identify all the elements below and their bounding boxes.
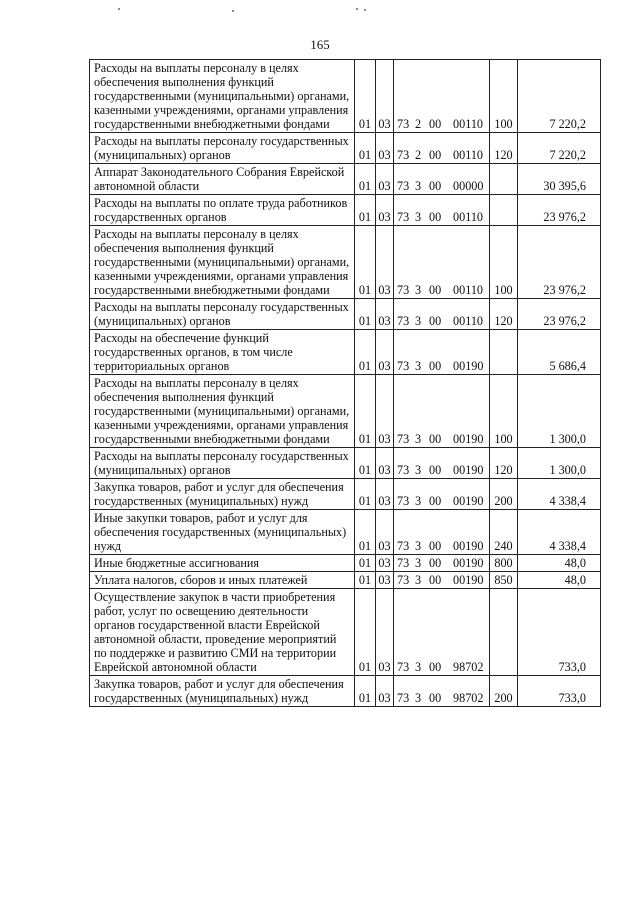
csr-part: 73 (397, 539, 410, 553)
rz-cell: 01 (355, 676, 376, 707)
csr-part: 3 (415, 660, 422, 674)
csr-part: 00 (429, 359, 442, 373)
csr-cell (394, 226, 490, 299)
csr-part: 73 (397, 494, 410, 508)
pr-cell: 03 (376, 299, 394, 330)
name-cell: Закупка товаров, работ и услуг для обеспечения государственных (муниципальных) нужд (90, 479, 355, 510)
rz-cell: 01 (355, 375, 376, 448)
table-row (90, 676, 601, 707)
csr-cell (394, 375, 490, 448)
table-row (90, 226, 601, 299)
amount-cell: 1 300,0 (518, 448, 601, 479)
amount-cell: 23 976,2 (518, 226, 601, 299)
amount-cell: 7 220,2 (518, 133, 601, 164)
pr-cell: 03 (376, 226, 394, 299)
csr-part: 00190 (453, 432, 484, 446)
pr-cell: 03 (376, 133, 394, 164)
csr-part: 3 (415, 359, 422, 373)
pr-cell: 03 (376, 589, 394, 676)
vr-cell: 240 (490, 510, 518, 555)
table-row (90, 479, 601, 510)
rz-cell: 01 (355, 572, 376, 589)
amount-cell: 48,0 (518, 555, 601, 572)
csr-cell (394, 676, 490, 707)
rz-cell: 01 (355, 195, 376, 226)
rz-cell: 01 (355, 589, 376, 676)
pr-cell: 03 (376, 60, 394, 133)
table-row (90, 330, 601, 375)
rz-cell: 01 (355, 448, 376, 479)
table-row (90, 164, 601, 195)
csr-part: 00 (429, 179, 442, 193)
csr-cell (394, 555, 490, 572)
rz-cell: 01 (355, 226, 376, 299)
csr-part: 73 (397, 117, 410, 131)
csr-part: 00 (429, 117, 442, 131)
amount-cell: 4 338,4 (518, 479, 601, 510)
scan-speck (356, 8, 358, 10)
name-cell: Расходы на обеспечение функций государственных органов, в том числе территориальных органов (90, 330, 355, 375)
pr-cell: 03 (376, 510, 394, 555)
name-cell: Расходы на выплаты по оплате труда работников государственных органов (90, 195, 355, 226)
pr-cell: 03 (376, 479, 394, 510)
csr-cell (394, 164, 490, 195)
csr-part: 73 (397, 179, 410, 193)
csr-part: 00190 (453, 494, 484, 508)
vr-cell: 120 (490, 133, 518, 164)
pr-cell: 03 (376, 676, 394, 707)
rz-cell: 01 (355, 330, 376, 375)
vr-cell: 100 (490, 375, 518, 448)
csr-part: 00110 (453, 314, 484, 328)
csr-part: 73 (397, 463, 410, 477)
csr-cell (394, 330, 490, 375)
amount-cell: 23 976,2 (518, 195, 601, 226)
csr-part: 00 (429, 283, 442, 297)
csr-part: 3 (415, 283, 422, 297)
csr-part: 73 (397, 210, 410, 224)
budget-table (89, 59, 601, 707)
name-cell: Иные закупки товаров, работ и услуг для обеспечения государственных (муниципальных) нужд (90, 510, 355, 555)
csr-cell (394, 589, 490, 676)
csr-part: 3 (415, 314, 422, 328)
csr-part: 2 (415, 148, 422, 162)
csr-part: 3 (415, 691, 422, 705)
page-number: 165 (310, 37, 330, 52)
csr-cell (394, 448, 490, 479)
csr-part: 73 (397, 283, 410, 297)
amount-cell: 7 220,2 (518, 60, 601, 133)
csr-part: 3 (415, 179, 422, 193)
csr-part: 98702 (453, 691, 484, 705)
csr-part: 73 (397, 432, 410, 446)
csr-part: 00 (429, 573, 442, 587)
table-row (90, 375, 601, 448)
amount-cell: 733,0 (518, 589, 601, 676)
table-row (90, 555, 601, 572)
csr-part: 00 (429, 148, 442, 162)
csr-cell (394, 479, 490, 510)
table-row (90, 510, 601, 555)
pr-cell: 03 (376, 375, 394, 448)
csr-part: 00 (429, 494, 442, 508)
csr-cell (394, 195, 490, 226)
name-cell: Аппарат Законодательного Собрания Еврейской автономной области (90, 164, 355, 195)
rz-cell: 01 (355, 164, 376, 195)
pr-cell: 03 (376, 330, 394, 375)
csr-part: 73 (397, 660, 410, 674)
csr-part: 00 (429, 432, 442, 446)
name-cell: Расходы на выплаты персоналу государственных (муниципальных) органов (90, 133, 355, 164)
csr-part: 73 (397, 314, 410, 328)
table-row (90, 60, 601, 133)
csr-part: 00 (429, 539, 442, 553)
csr-part: 00000 (453, 179, 484, 193)
csr-part: 00190 (453, 359, 484, 373)
csr-part: 73 (397, 573, 410, 587)
csr-part: 00190 (453, 463, 484, 477)
table-body (90, 60, 601, 707)
csr-part: 2 (415, 117, 422, 131)
amount-cell: 733,0 (518, 676, 601, 707)
rz-cell: 01 (355, 510, 376, 555)
amount-cell: 1 300,0 (518, 375, 601, 448)
csr-part: 3 (415, 432, 422, 446)
scan-speck (232, 10, 234, 12)
vr-cell: 200 (490, 676, 518, 707)
amount-cell: 30 395,6 (518, 164, 601, 195)
csr-part: 73 (397, 359, 410, 373)
csr-part: 00190 (453, 539, 484, 553)
pr-cell: 03 (376, 164, 394, 195)
vr-cell: 100 (490, 60, 518, 133)
table-row (90, 572, 601, 589)
rz-cell: 01 (355, 60, 376, 133)
vr-cell (490, 330, 518, 375)
name-cell: Расходы на выплаты персоналу в целях обеспечения выполнения функций государственными (муниципальными) органами, казенными учреждениями, органами управления государственными внебюджетными фондами (90, 226, 355, 299)
table-row (90, 448, 601, 479)
name-cell: Расходы на выплаты персоналу в целях обеспечения выполнения функций государственными (муниципальными) органами, казенными учреждениями, органами управления государственными внебюджетными фондами (90, 375, 355, 448)
pr-cell: 03 (376, 572, 394, 589)
vr-cell: 120 (490, 299, 518, 330)
csr-part: 00 (429, 691, 442, 705)
vr-cell (490, 164, 518, 195)
amount-cell: 5 686,4 (518, 330, 601, 375)
csr-part: 00 (429, 314, 442, 328)
csr-part: 00 (429, 210, 442, 224)
csr-part: 73 (397, 148, 410, 162)
name-cell: Осуществление закупок в части приобретения работ, услуг по освещению деятельности органов государственной власти Еврейской автономной области, проведение мероприятий по поддержке и развитию СМИ на территории Еврейской автономной области (90, 589, 355, 676)
vr-cell: 850 (490, 572, 518, 589)
csr-cell (394, 572, 490, 589)
csr-part: 98702 (453, 660, 484, 674)
amount-cell: 23 976,2 (518, 299, 601, 330)
csr-part: 3 (415, 463, 422, 477)
rz-cell: 01 (355, 133, 376, 164)
name-cell: Закупка товаров, работ и услуг для обеспечения государственных (муниципальных) нужд (90, 676, 355, 707)
scan-speck (364, 9, 366, 11)
rz-cell: 01 (355, 299, 376, 330)
table-row (90, 299, 601, 330)
rz-cell: 01 (355, 555, 376, 572)
name-cell: Уплата налогов, сборов и иных платежей (90, 572, 355, 589)
pr-cell: 03 (376, 448, 394, 479)
csr-part: 00190 (453, 573, 484, 587)
csr-cell (394, 133, 490, 164)
table-row (90, 195, 601, 226)
csr-part: 73 (397, 691, 410, 705)
csr-part: 00110 (453, 283, 484, 297)
name-cell: Расходы на выплаты персоналу в целях обеспечения выполнения функций государственными (муниципальными) органами, казенными учреждениями, органами управления государственными внебюджетными фондами (90, 60, 355, 133)
vr-cell: 100 (490, 226, 518, 299)
csr-part: 00110 (453, 148, 484, 162)
csr-part: 3 (415, 210, 422, 224)
amount-cell: 48,0 (518, 572, 601, 589)
pr-cell: 03 (376, 195, 394, 226)
csr-cell (394, 299, 490, 330)
csr-part: 00 (429, 556, 442, 570)
vr-cell: 120 (490, 448, 518, 479)
pr-cell: 03 (376, 555, 394, 572)
csr-part: 73 (397, 556, 410, 570)
name-cell: Расходы на выплаты персоналу государственных (муниципальных) органов (90, 448, 355, 479)
name-cell: Расходы на выплаты персоналу государственных (муниципальных) органов (90, 299, 355, 330)
amount-cell: 4 338,4 (518, 510, 601, 555)
csr-part: 3 (415, 494, 422, 508)
csr-part: 00 (429, 660, 442, 674)
csr-cell (394, 510, 490, 555)
csr-part: 3 (415, 573, 422, 587)
vr-cell: 200 (490, 479, 518, 510)
vr-cell (490, 195, 518, 226)
vr-cell: 800 (490, 555, 518, 572)
csr-part: 00110 (453, 210, 484, 224)
csr-part: 00 (429, 463, 442, 477)
name-cell: Иные бюджетные ассигнования (90, 555, 355, 572)
table-row (90, 589, 601, 676)
scan-speck (118, 8, 120, 10)
vr-cell (490, 589, 518, 676)
csr-part: 3 (415, 539, 422, 553)
csr-cell (394, 60, 490, 133)
csr-part: 00110 (453, 117, 484, 131)
table-row (90, 133, 601, 164)
rz-cell: 01 (355, 479, 376, 510)
csr-part: 3 (415, 556, 422, 570)
csr-part: 00190 (453, 556, 484, 570)
